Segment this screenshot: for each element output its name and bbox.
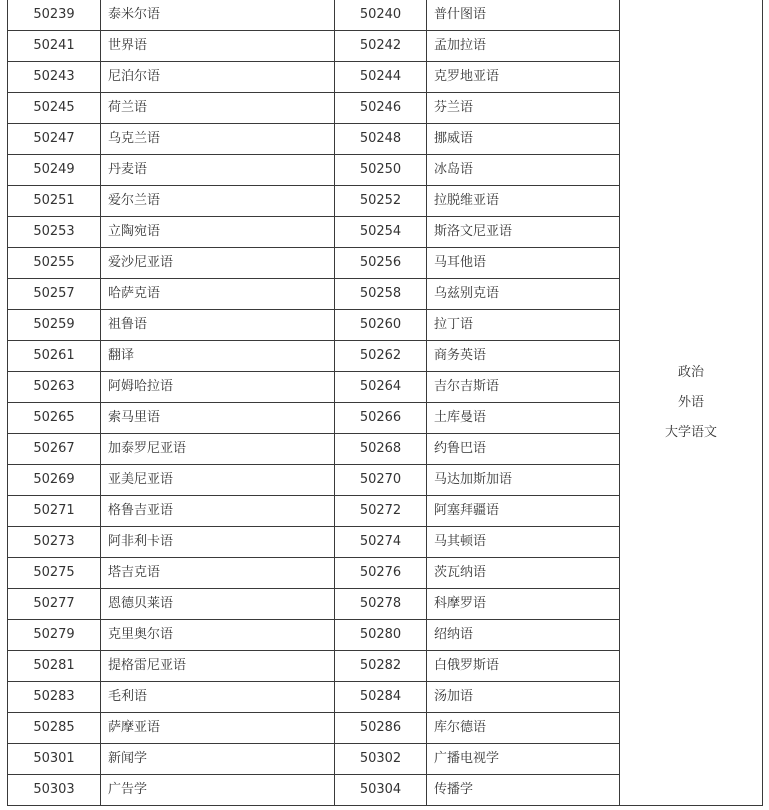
major-name-cell: 哈萨克语	[101, 279, 335, 310]
major-code-cell: 50301	[8, 744, 101, 775]
major-code-cell: 50277	[8, 589, 101, 620]
major-code-table	[7, 0, 763, 806]
major-name-cell: 世界语	[101, 31, 335, 62]
major-code-cell: 50279	[8, 620, 101, 651]
major-name-cell: 挪威语	[427, 124, 620, 155]
major-code-cell: 50265	[8, 403, 101, 434]
major-code-cell: 50276	[335, 558, 427, 589]
major-name-cell: 广告学	[101, 775, 335, 806]
major-code-cell: 50286	[335, 713, 427, 744]
major-name-cell: 立陶宛语	[101, 217, 335, 248]
major-code-cell: 50256	[335, 248, 427, 279]
major-code-cell: 50264	[335, 372, 427, 403]
major-code-cell: 50250	[335, 155, 427, 186]
major-name-cell: 芬兰语	[427, 93, 620, 124]
major-name-cell: 丹麦语	[101, 155, 335, 186]
major-code-cell: 50274	[335, 527, 427, 558]
major-table-container	[7, 0, 762, 806]
major-name-cell: 阿姆哈拉语	[101, 372, 335, 403]
major-code-cell: 50260	[335, 310, 427, 341]
major-name-cell: 斯洛文尼亚语	[427, 217, 620, 248]
major-name-cell: 荷兰语	[101, 93, 335, 124]
major-code-cell: 50239	[8, 0, 101, 31]
exam-subjects-cell	[620, 0, 763, 806]
major-name-cell: 阿非利卡语	[101, 527, 335, 558]
major-code-cell: 50302	[335, 744, 427, 775]
major-name-cell: 恩德贝莱语	[101, 589, 335, 620]
major-name-cell: 约鲁巴语	[427, 434, 620, 465]
major-code-cell: 50282	[335, 651, 427, 682]
major-code-cell: 50269	[8, 465, 101, 496]
major-name-cell: 亚美尼亚语	[101, 465, 335, 496]
major-name-cell: 加泰罗尼亚语	[101, 434, 335, 465]
major-name-cell: 土库曼语	[427, 403, 620, 434]
major-name-cell: 库尔德语	[427, 713, 620, 744]
major-name-cell: 泰米尔语	[101, 0, 335, 31]
major-name-cell: 索马里语	[101, 403, 335, 434]
major-code-cell: 50268	[335, 434, 427, 465]
major-name-cell: 马达加斯加语	[427, 465, 620, 496]
major-code-cell: 50251	[8, 186, 101, 217]
major-code-cell: 50273	[8, 527, 101, 558]
major-code-cell: 50244	[335, 62, 427, 93]
major-code-cell: 50249	[8, 155, 101, 186]
major-code-cell: 50257	[8, 279, 101, 310]
major-code-cell: 50304	[335, 775, 427, 806]
major-code-cell: 50246	[335, 93, 427, 124]
major-name-cell: 孟加拉语	[427, 31, 620, 62]
major-code-cell: 50252	[335, 186, 427, 217]
major-name-cell: 阿塞拜疆语	[427, 496, 620, 527]
major-code-cell: 50285	[8, 713, 101, 744]
major-name-cell: 毛利语	[101, 682, 335, 713]
major-name-cell: 格鲁吉亚语	[101, 496, 335, 527]
exam-subject: 大学语文	[664, 424, 717, 440]
major-code-cell: 50275	[8, 558, 101, 589]
major-name-cell: 冰岛语	[427, 155, 620, 186]
major-name-cell: 爱沙尼亚语	[101, 248, 335, 279]
major-name-cell: 马耳他语	[427, 248, 620, 279]
major-name-cell: 翻译	[101, 341, 335, 372]
major-name-cell: 提格雷尼亚语	[101, 651, 335, 682]
major-code-cell: 50267	[8, 434, 101, 465]
major-name-cell: 拉丁语	[427, 310, 620, 341]
major-name-cell: 爱尔兰语	[101, 186, 335, 217]
major-code-cell: 50262	[335, 341, 427, 372]
major-code-cell: 50303	[8, 775, 101, 806]
major-name-cell: 白俄罗斯语	[427, 651, 620, 682]
major-code-cell: 50263	[8, 372, 101, 403]
major-code-cell: 50281	[8, 651, 101, 682]
major-name-cell: 马其顿语	[427, 527, 620, 558]
major-name-cell: 塔吉克语	[101, 558, 335, 589]
major-code-cell: 50271	[8, 496, 101, 527]
major-name-cell: 普什图语	[427, 0, 620, 31]
table-body	[8, 0, 763, 806]
major-code-cell: 50243	[8, 62, 101, 93]
major-name-cell: 新闻学	[101, 744, 335, 775]
major-code-cell: 50254	[335, 217, 427, 248]
major-code-cell: 50242	[335, 31, 427, 62]
major-name-cell: 汤加语	[427, 682, 620, 713]
major-code-cell: 50253	[8, 217, 101, 248]
major-code-cell: 50255	[8, 248, 101, 279]
major-code-cell: 50248	[335, 124, 427, 155]
major-code-cell: 50266	[335, 403, 427, 434]
major-name-cell: 萨摩亚语	[101, 713, 335, 744]
major-name-cell: 广播电视学	[427, 744, 620, 775]
major-name-cell: 克里奥尔语	[101, 620, 335, 651]
exam-subject: 政治	[677, 364, 704, 380]
major-code-cell: 50272	[335, 496, 427, 527]
major-code-cell: 50283	[8, 682, 101, 713]
major-name-cell: 茨瓦纳语	[427, 558, 620, 589]
major-code-cell: 50280	[335, 620, 427, 651]
major-name-cell: 拉脱维亚语	[427, 186, 620, 217]
major-code-cell: 50284	[335, 682, 427, 713]
major-code-cell: 50261	[8, 341, 101, 372]
major-name-cell: 乌克兰语	[101, 124, 335, 155]
major-code-cell: 50247	[8, 124, 101, 155]
major-code-cell: 50258	[335, 279, 427, 310]
major-code-cell: 50259	[8, 310, 101, 341]
major-name-cell: 尼泊尔语	[101, 62, 335, 93]
major-name-cell: 克罗地亚语	[427, 62, 620, 93]
major-name-cell: 科摩罗语	[427, 589, 620, 620]
exam-subject: 外语	[677, 394, 704, 410]
major-code-cell: 50240	[335, 0, 427, 31]
major-name-cell: 祖鲁语	[101, 310, 335, 341]
major-name-cell: 商务英语	[427, 341, 620, 372]
major-name-cell: 乌兹别克语	[427, 279, 620, 310]
major-name-cell: 吉尔吉斯语	[427, 372, 620, 403]
major-code-cell: 50241	[8, 31, 101, 62]
major-code-cell: 50245	[8, 93, 101, 124]
major-name-cell: 绍纳语	[427, 620, 620, 651]
major-code-cell: 50278	[335, 589, 427, 620]
major-name-cell: 传播学	[427, 775, 620, 806]
major-code-cell: 50270	[335, 465, 427, 496]
table-row	[8, 0, 763, 31]
